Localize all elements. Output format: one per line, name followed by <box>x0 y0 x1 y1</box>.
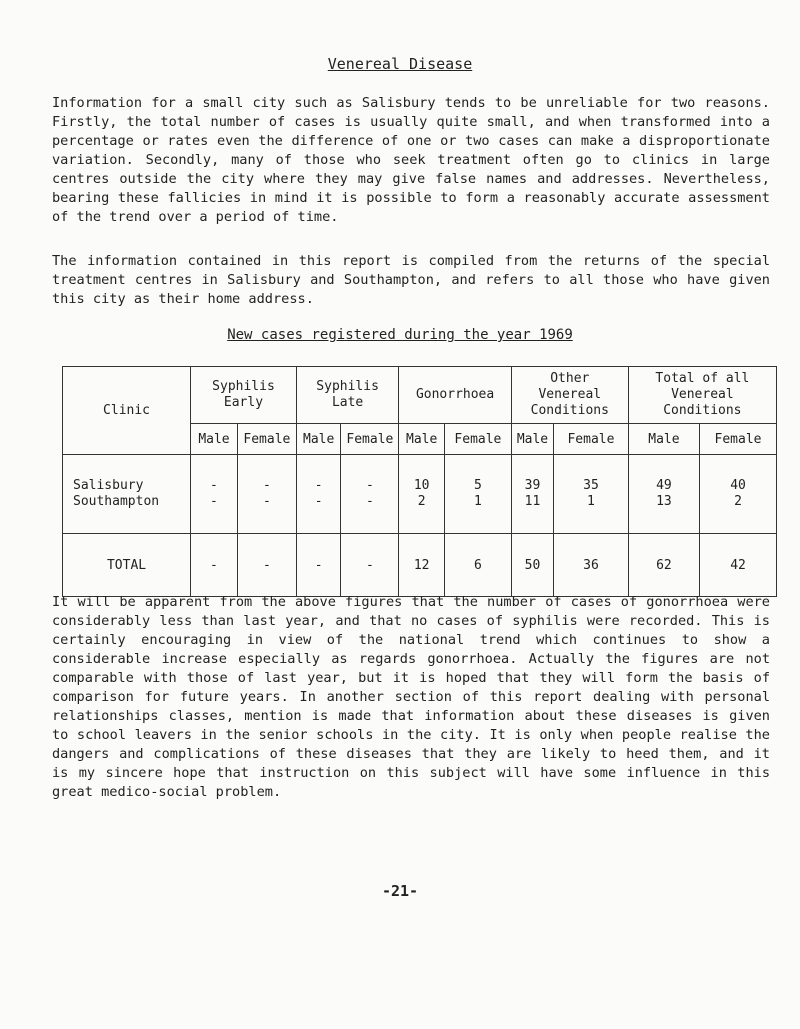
total-cell: 12 <box>399 534 445 597</box>
table-cell: 39 11 <box>511 455 553 534</box>
syphilis-late-header: Syphilis Late <box>296 367 398 424</box>
total-cell: 42 <box>700 534 777 597</box>
sex-header: Female <box>554 424 629 455</box>
sex-header: Female <box>341 424 399 455</box>
sex-header: Male <box>511 424 553 455</box>
intro-paragraph: Information for a small city such as Salisbury tends to be unreliable for two reasons. Firstly, the total number of cases is usually quite small, and when transformed into a percentage or rates even the difference of one or two cases can make a disproportionate variation. Secondly, many of those who seek treatment often go to clinics in large centres outside the city where they may give false names and addresses. Nevertheless, bearing these fallicies in mind it is possible to form a reasonably accurate assessment of the trend over a period of time. <box>52 95 779 225</box>
table-row <box>63 455 777 534</box>
total-cell: - <box>237 534 296 597</box>
clinic-header: Clinic <box>63 367 191 455</box>
gonorrhoea-header: Gonorrhoea <box>399 367 511 424</box>
venereal-disease-table <box>62 366 777 597</box>
clinic-names-cell: Salisbury Southampton <box>63 455 191 534</box>
table-cell: - - <box>237 455 296 534</box>
sex-header: Male <box>628 424 699 455</box>
sex-header: Male <box>191 424 238 455</box>
sex-header: Female <box>445 424 512 455</box>
sex-header: Male <box>399 424 445 455</box>
source-paragraph: The information contained in this report is compiled from the returns of the special treatment centres in Salisbury and Southampton, and refers to all those who have given this city as their home address. <box>52 253 779 307</box>
table-cell: - - <box>341 455 399 534</box>
page-number: -21- <box>381 882 419 900</box>
table-cell: - - <box>191 455 238 534</box>
total-cell: - <box>341 534 399 597</box>
total-cell: 62 <box>628 534 699 597</box>
table-cell: 49 13 <box>628 455 699 534</box>
total-label: TOTAL <box>63 534 191 597</box>
sex-header: Female <box>237 424 296 455</box>
total-venereal-header: Total of all Venereal Conditions <box>628 367 776 424</box>
total-cell: 36 <box>554 534 629 597</box>
total-cell: 50 <box>511 534 553 597</box>
table-cell: 10 2 <box>399 455 445 534</box>
table-caption: New cases registered during the year 1969 <box>227 327 573 343</box>
page-title: Venereal Disease <box>327 55 473 73</box>
table-cell: 35 1 <box>554 455 629 534</box>
total-cell: 6 <box>445 534 512 597</box>
total-row <box>63 534 777 597</box>
table-cell: 40 2 <box>700 455 777 534</box>
other-venereal-header: Other Venereal Conditions <box>511 367 628 424</box>
table-cell: 5 1 <box>445 455 512 534</box>
sex-header: Male <box>296 424 341 455</box>
sex-header: Female <box>700 424 777 455</box>
table-cell: - - <box>296 455 341 534</box>
conclusion-paragraph: It will be apparent from the above figures that the number of cases of gonorrhoea were considerably less than last year, and that no cases of syphilis were recorded. This is certainly encouraging in view of the national trend which continues to show a considerable increase especially as regards gonorrhoea. Actually the figures are not comparable with those of last year, but it is hoped that they will form the basis of comparison for future years. In another section of this report dealing with personal relationships classes, mention is made that information about these diseases is given to school leavers in the senior schools in the city. It is only when people realise the dangers and complications of these diseases that they are likely to heed them, and it is my sincere hope that instruction on this subject will have some influence in this great medico-social problem. <box>52 594 779 800</box>
syphilis-early-header: Syphilis Early <box>191 367 297 424</box>
group-header-row <box>63 367 777 424</box>
total-cell: - <box>191 534 238 597</box>
total-cell: - <box>296 534 341 597</box>
